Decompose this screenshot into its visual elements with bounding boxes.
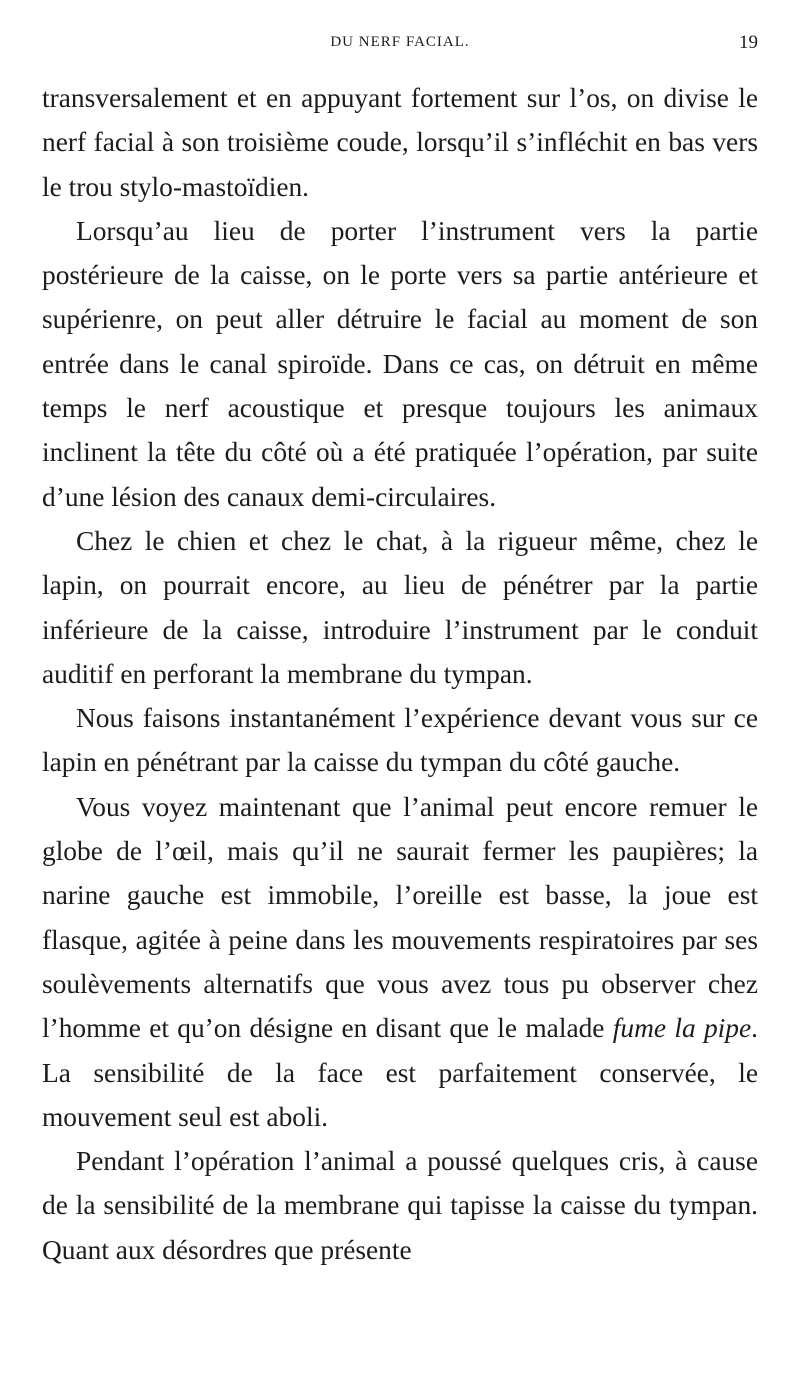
paragraph-5-text-b: . La sensibilité de la face est parfaitement conservée, le mouvement seul est aboli. (42, 1013, 758, 1132)
paragraph-4: Nous faisons instantanément l’expérience devant vous sur ce lapin en pénétrant par la caisse du tympan du côté gauche. (42, 703, 758, 778)
paragraph-6: Pendant l’opération l’animal a poussé quelques cris, à cause de la sensibilité de la membrane qui tapisse la caisse du tympan. Quant aux désordres que présente (42, 1146, 758, 1265)
paragraph-1: transversalement et en appuyant fortement sur l’os, on divise le nerf facial à son troisième coude, lorsqu’il s’infléchit en bas vers le trou stylo-mastoïdien. (42, 83, 758, 202)
paragraph-5-text-a: Vous voyez maintenant que l’animal peut encore remuer le globe de l’œil, mais qu’il ne saurait fermer les paupières; la narine gauche est immobile, l’oreille est basse, la joue est flasque, agitée à peine dans les mouvements respiratoires par ses soulèvements alternatifs que vous avez tous pu observer chez l’homme et qu’on désigne en disant que le malade (42, 791, 758, 1044)
italic-phrase: fume la pipe (612, 1013, 752, 1044)
paragraph-5 (42, 785, 758, 1139)
page-number: 19 (739, 32, 758, 53)
page-header (42, 32, 758, 58)
paragraph-2: Lorsqu’au lieu de porter l’instrument vers la partie postérieure de la caisse, on le porte vers sa partie antérieure et supérienre, on peut aller détruire le facial au moment de son entrée dans le canal spiroïde. Dans ce cas, on détruit en même temps le nerf acoustique et presque toujours les animaux inclinent la tête du côté où a été pratiquée l’opération, par suite d’une lésion des canaux demi-circulaires. (42, 215, 758, 512)
paragraph-3: Chez le chien et chez le chat, à la rigueur même, chez le lapin, on pourrait encore, au lieu de pénétrer par la partie inférieure de la caisse, introduire l’instrument par le conduit auditif en perforant la membrane du tympan. (42, 525, 758, 689)
body-text (42, 76, 758, 1272)
running-title: DU NERF FACIAL. (330, 34, 470, 50)
